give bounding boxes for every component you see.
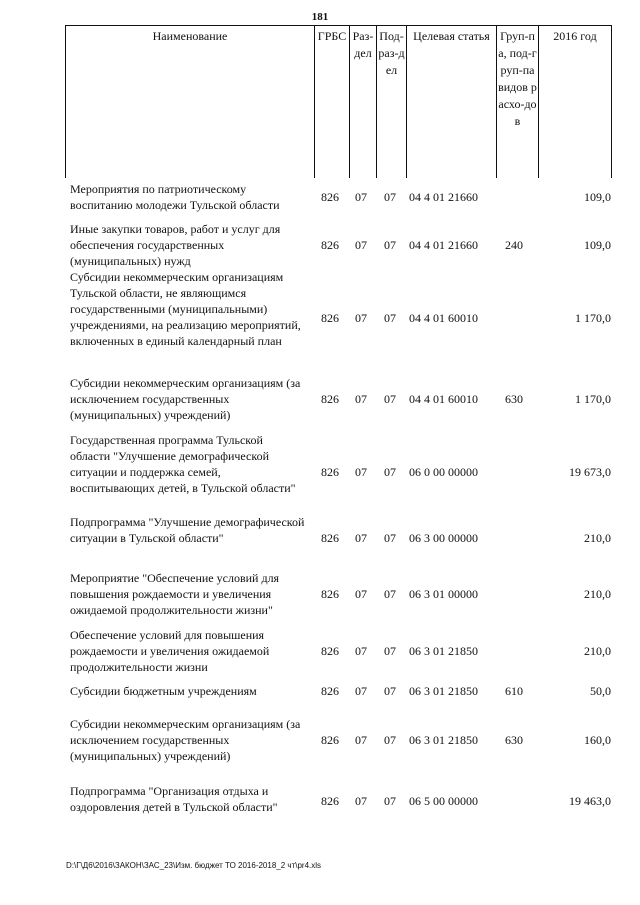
header-podrazdel: Под-раз-дел	[378, 29, 405, 77]
row-sum: 160,0	[584, 733, 611, 747]
row-grbs: 826	[321, 392, 339, 406]
row-sum: 210,0	[584, 644, 611, 658]
row-podrazdel: 07	[384, 531, 396, 545]
row-name: Субсидии некоммерческим организациям (за исключением государственных (муниципальных) учреждений)	[70, 717, 301, 763]
header-razdel: Раз-дел	[352, 29, 374, 60]
row-razdel: 07	[355, 684, 367, 698]
row-podrazdel: 07	[384, 311, 396, 325]
row-name: Субсидии бюджетным учреждениям	[70, 684, 257, 698]
row-gruppa: 630	[505, 392, 523, 406]
row-grbs: 826	[321, 733, 339, 747]
row-name: Обеспечение условий для повышения рождаемости и увеличения ожидаемой продолжительности жизни	[70, 628, 270, 674]
header-tselevaya: Целевая статья	[413, 29, 490, 43]
row-razdel: 07	[355, 238, 367, 252]
row-grbs: 826	[321, 587, 339, 601]
row-grbs: 826	[321, 531, 339, 545]
row-tselevaya: 04 4 01 21660	[409, 238, 478, 252]
row-name: Мероприятия по патриотическому воспитанию молодежи Тульской области	[70, 182, 280, 212]
row-sum: 19 673,0	[569, 465, 611, 479]
row-razdel: 07	[355, 465, 367, 479]
file-path-footer: D:\Г\Д6\2016\ЗАКОН\ЗАС_23\Изм. бюджет ТО 2016-2018_2 чт\pr4.xls	[66, 861, 322, 870]
row-tselevaya: 06 3 00 00000	[409, 531, 478, 545]
row-tselevaya: 04 4 01 21660	[409, 190, 478, 204]
row-name: Государственная программа Тульской области "Улучшение демографической ситуации и поддержка семей, воспитывающих детей, в Тульской области"	[70, 433, 296, 495]
row-razdel: 07	[355, 794, 367, 808]
row-podrazdel: 07	[384, 684, 396, 698]
row-name: Субсидии некоммерческим организациям Тульской области, не являющимся государственными (муниципальными) учреждениями, на реализацию мероприятий, включенных в единый календарный план	[70, 270, 301, 348]
divider	[406, 25, 407, 178]
row-razdel: 07	[355, 644, 367, 658]
header-grbs: ГРБС	[317, 29, 347, 43]
header-year: 2016 год	[553, 29, 597, 43]
row-name: Субсидии некоммерческим организациям (за исключением государственных (муниципальных) учреждений)	[70, 376, 301, 422]
divider	[314, 25, 315, 178]
row-razdel: 07	[355, 311, 367, 325]
row-grbs: 826	[321, 684, 339, 698]
row-grbs: 826	[321, 311, 339, 325]
header-gruppa: Груп-па, под-груп-па видов расхо-дов	[498, 29, 537, 128]
row-sum: 1 170,0	[575, 311, 611, 325]
row-razdel: 07	[355, 392, 367, 406]
row-sum: 109,0	[584, 190, 611, 204]
row-razdel: 07	[355, 733, 367, 747]
row-sum: 50,0	[590, 684, 611, 698]
row-sum: 1 170,0	[575, 392, 611, 406]
header-name: Наименование	[152, 29, 228, 43]
row-tselevaya: 06 0 00 00000	[409, 465, 478, 479]
row-grbs: 826	[321, 644, 339, 658]
row-podrazdel: 07	[384, 238, 396, 252]
row-sum: 210,0	[584, 587, 611, 601]
row-podrazdel: 07	[384, 190, 396, 204]
row-gruppa: 610	[505, 684, 523, 698]
row-razdel: 07	[355, 587, 367, 601]
row-tselevaya: 06 5 00 00000	[409, 794, 478, 808]
row-tselevaya: 06 3 01 21850	[409, 644, 478, 658]
row-razdel: 07	[355, 531, 367, 545]
row-sum: 210,0	[584, 531, 611, 545]
row-tselevaya: 04 4 01 60010	[409, 392, 478, 406]
row-gruppa: 240	[505, 238, 523, 252]
row-name: Подпрограмма "Организация отдыха и оздоровления детей в Тульской области"	[70, 784, 278, 814]
row-grbs: 826	[321, 465, 339, 479]
row-razdel: 07	[355, 190, 367, 204]
row-tselevaya: 06 3 01 21850	[409, 733, 478, 747]
row-podrazdel: 07	[384, 644, 396, 658]
row-tselevaya: 06 3 01 21850	[409, 684, 478, 698]
row-grbs: 826	[321, 794, 339, 808]
row-podrazdel: 07	[384, 733, 396, 747]
row-sum: 109,0	[584, 238, 611, 252]
row-gruppa: 630	[505, 733, 523, 747]
page-number: 181	[311, 11, 329, 23]
row-grbs: 826	[321, 238, 339, 252]
row-name: Мероприятие "Обеспечение условий для повышения рождаемости и увеличения ожидаемой продолжительности жизни"	[70, 571, 280, 617]
row-podrazdel: 07	[384, 392, 396, 406]
row-name: Подпрограмма "Улучшение демографической ситуации в Тульской области"	[70, 515, 305, 545]
row-tselevaya: 04 4 01 60010	[409, 311, 478, 325]
row-podrazdel: 07	[384, 794, 396, 808]
row-podrazdel: 07	[384, 465, 396, 479]
row-grbs: 826	[321, 190, 339, 204]
row-tselevaya: 06 3 01 00000	[409, 587, 478, 601]
row-name: Иные закупки товаров, работ и услуг для обеспечения государственных (муниципальных) нужд	[70, 222, 281, 268]
row-podrazdel: 07	[384, 587, 396, 601]
row-sum: 19 463,0	[569, 794, 611, 808]
divider	[538, 25, 539, 178]
